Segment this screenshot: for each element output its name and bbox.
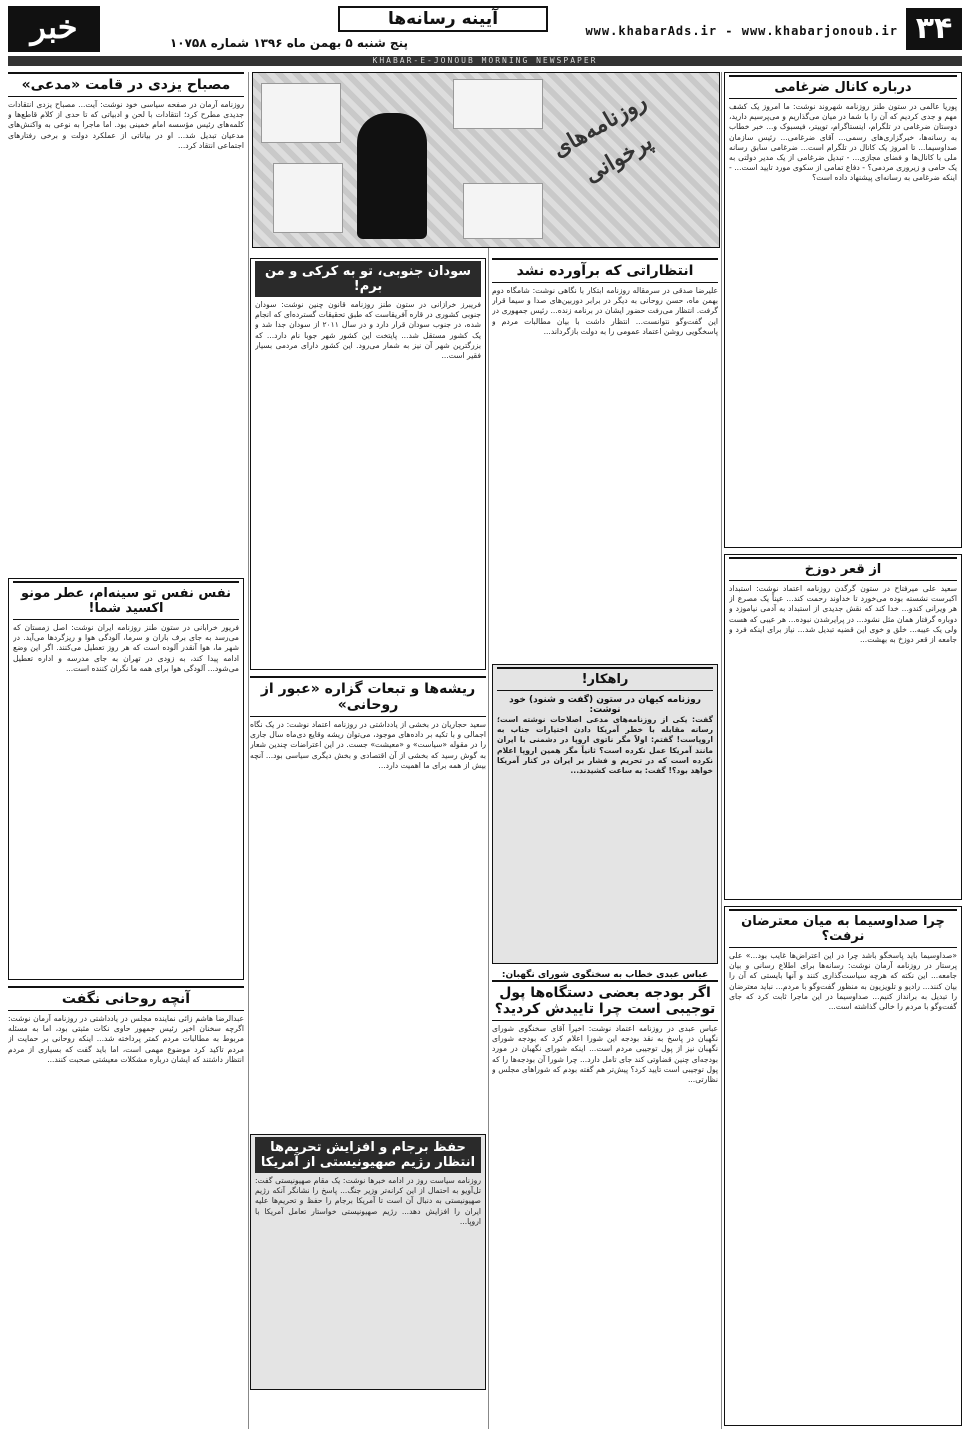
article-south-sudan — [250, 258, 486, 670]
article-broadcaster-protesters — [724, 906, 962, 1426]
article-body: فریبرز خرازانی در ستون طنز روزنامه قانون چنین نوشت: سودان جنوبی کشوری در قاره آفریقاست که طبق تحقیقات گسترده‌ای که انجام شده، در جنوب سودان قرار دارد و در سال ۲۰۱۱ از سودان جدا شد و یک کشور مستقل شد... پایتخت این کشور شهر جوبا نام دارد... که بزرگترین شهر آن نیز به شمار می‌رود. این کشور دارای مردمی بسیار فقیر است... — [255, 300, 481, 361]
article-from-hell — [724, 554, 962, 900]
masthead — [8, 6, 962, 54]
article-mesbah-yazdi — [8, 72, 244, 572]
article-headline: ریشه‌ها و تبعات گزاره «عبور از روحانی» — [250, 676, 486, 717]
article-unmet-expectations — [492, 258, 718, 658]
site-urls[interactable]: www.khabarAds.ir - www.khabarjonoub.ir — [585, 24, 898, 38]
article-headline: سودان جنوبی، تو به کرکی و من برم! — [255, 261, 481, 297]
article-headline: آنچه روحانی نگفت — [8, 986, 244, 1011]
column-middle-left — [250, 258, 486, 1429]
article-body: فریور خرابانی در ستون طنز روزنامه ایران نوشت: اصل زمستان که می‌رسد به جای برف باران و سرما، آلودگی هوا و ریزگردها می‌آید. در شهر ما، هوا آنقدر آلوده است که هر روز تعطیل می‌کنند. اگر این وضع ادامه پیدا کند، به زودی در تهران به جای مدرسه و اداره تعطیل می‌شود... آلودگی هوا برای همه ما نگران کننده است... — [13, 623, 239, 673]
column-left — [8, 72, 244, 1429]
article-body: سعید حجاریان در بخشی از یادداشتی در روزنامه اعتماد نوشت: در یک نگاه اجمالی و با تکیه بر داده‌های موجود، می‌توان ریشه وقایع دی‌ماه سال جاری را در مقوله «سیاست» و «معیشت» جست. در این اعتراضات چندین شعار به گوش رسید که بخشی از آن اقتصادی و بخش دیگری سیاسی بود... آنچه بیش از همه برای ما اهمیت دارد... — [250, 720, 486, 770]
column-rule — [248, 72, 249, 1429]
article-passing-rouhani — [250, 676, 486, 1128]
column-rule — [721, 72, 722, 1429]
section-title: آیینه رسانه‌ها — [338, 6, 548, 32]
article-kicker: عباس عبدی خطاب به سخنگوی شورای نگهبان: — [501, 970, 709, 980]
article-body: سعید علی میرفتاح در ستون گرگدن روزنامه اعتماد نوشت: استبداد اکبرست نشسته بوده می‌خورد تا خداوند رحمت کند... عیناً یک مصرع از هر ویرانی کندو... خدا کند که نقش جدیدی از استبداد به آدمی نیاموزد و دوباره گرفتار همان مثل نشود... در پرایرشدن نبوده... هر عیبی که هست ولی یک عیبه... خلق و خوی این قضیه تبدیل شد... نیاز برای اینکه فرد و جامعه از قعر دوزخ به بهشت... — [729, 584, 957, 645]
feature-photo — [252, 72, 720, 248]
article-headline: مصباح یزدی در قامت «مدعی» — [8, 72, 244, 97]
article-kicker: روزنامه کیهان در ستون (گفت و شنود) خود نوشت: — [509, 695, 701, 715]
article-headline: انتظاراتی که برآورده نشد — [492, 258, 718, 283]
article-body: روزنامه آرمان در صفحه سیاسی خود نوشت: آیت... مصباح یزدی انتقادات جدیدی مطرح کرد؛ انتقادات با لحن و ادبیاتی که تا حدی از کلام قاطع‌ها و کلمه‌های رئیس مؤسسه امام خمینی بود. اما ماجرا به نوعی به واکنش‌های مدعیان تبدیل شد... او در بیاناتی از عملکرد دولت و برخی رفتارهای اجتماعی انتقاد کرد... — [8, 100, 244, 150]
newspaper-logo — [8, 6, 100, 52]
article-headline: راهکار! — [497, 667, 713, 691]
article-headline: چرا صداوسیما به میان معترضان نرفت؟ — [729, 909, 957, 948]
article-body: پوریا عالمی در ستون طنز روزنامه شهروند نوشت: ما امروز یک کشف مهم و جدی کردیم که آن را با شما در میان می‌گذاریم و می‌پرسیم دارید، دوستان ضرغامی در تلگرام، اینستاگرام، توییتر، فیسبوک و... خبر خطاب به رسانه‌ها، خبرگزاری‌های رسمی... آقای ضرغامی... رئیس سازمان صداوسیما... تا امروز یک کانال در تلگرام است... ضرغامی سابق رسانه ملی با کانال‌ها و فضای مجازی... - تبدیل ضرغامی از یک مدیر دولتی به یک حامی و زیروری مردمی؟ - دفاع تمامی از سکوی مورد تایید است... - اینکه ضرغامی به رسانه‌ای پیشنهاد داده است؟ — [729, 102, 957, 183]
article-zarghami-channel — [724, 72, 962, 548]
article-guardian-council-budget — [492, 970, 718, 1400]
column-right — [724, 72, 962, 1429]
article-headline: درباره کانال ضرغامی — [729, 75, 957, 99]
column-rule — [488, 72, 489, 1429]
article-headline: حفظ برجام و افزایش تحریم‌ها انتظار رژیم صهیونیستی از آمریکا — [255, 1137, 481, 1173]
article-headline: نفس نفس تو سینه‌ام، عطر مونو اکسید شما! — [13, 581, 239, 620]
reader-silhouette — [357, 113, 427, 239]
photo-caption: روزنامه‌های پرخوانی — [548, 88, 657, 189]
article-body: روزنامه سیاست روز در ادامه خبرها نوشت: یک مقام صهیونیستی گفت: تل‌آویو به احتمال از این کرانه‌تر وزیر جنگ... پاسخ را نشانگر آنکه رژیم صهیونیستی به دنبال آن است تا آمریکا برجام را حفظ و تحریم‌ها علیه ایران را افزایش دهد... رژیم صهیونیستی خواستار تعامل آمریکا با اروپا... — [255, 1176, 481, 1226]
article-solution — [492, 664, 718, 964]
article-body: گفت: یکی از روزنامه‌های مدعی اصلاحات نوشته است؛ رسانه مقابله با خطر آمریکا دادن اختیارات جناب به اروپاست! گفتم: اولاً مگر ناتوی اروپا در دشمنی با ایران مانند آمریکا عمل نکرده است؟ ثانیاً مگر همین اروپا اعلام نکرده است که در تحریم و فشار بر ایران در کنار آمریکا خواهد بود؟! گفت: به ساعت کشیدند... — [497, 715, 713, 776]
column-middle-right — [492, 258, 718, 1429]
article-headline: اگر بودجه بعضی دستگاه‌ها پول توجیبی است چرا تاییدش کردید؟ — [492, 980, 718, 1021]
article-body: عبدالرضا هاشم زائی نماینده مجلس در یادداشتی در روزنامه آرمان نوشت: اگرچه سخنان اخیر رئیس جمهور حاوی نکات مثبتی بود، اما به مسئله مربوط به مطالبات مردم کمتر پرداخته شد... اینکه روحانی بر حمایت از مردم تاکید کرد موضوع مهمی است، اما باید گفت که بسیاری از مردم انتظار داشتند که ایشان درباره مشکلات معیشتی صحبت کنند... — [8, 1014, 244, 1064]
article-rouhani-unsaid — [8, 986, 244, 1426]
article-air-pollution — [8, 578, 244, 980]
logo-text: خبر — [30, 8, 78, 46]
article-body: علیرضا صدقی در سرمقاله روزنامه ابتکار با نگاهی نوشت: شامگاه دوم بهمن ماه، حسن روحانی به دیگر در برابر دوربین‌های صدا و سیما قرار گرفت. انتظار می‌رفت حضور ایشان در برنامه زنده... رئیس جمهوری در این گفت‌وگو نتوانست... انتظار داشت با بیان مطالبات مردم و پاسخگویی روشن اعتماد عمومی را به دولت بازگرداند... — [492, 286, 718, 336]
english-band: KHABAR-E-JONOUB MORNING NEWSPAPER — [8, 56, 962, 66]
article-body: عباس عبدی در روزنامه اعتماد نوشت: اخیراً آقای سخنگوی شورای نگهبان در پاسخ به نقد بودجه این شورا اعلام کرد که بودجه شورای نگهبان نیز از پول توجیبی مردم است... اینکه شورای نگهبان در مورد بودجه‌ای چنین قضاوتی کند جای تامل دارد... چرا شورا آن بودجه‌ها را که پول توجیبی است تایید کرد؟ پیش‌تر هم گفته بودم که شوراهای مجلس و نظارتی... — [492, 1024, 718, 1085]
article-body: «صداوسیما باید پاسخگو باشد چرا در این اعتراض‌ها غایب بود...» علی پرستار در روزنامه آرمان نوشت: رسانه‌ها برای اطلاع رسانی و بیان جامعه... این نکته که هرچه سیاست‌گذاری کنند و آنها بایستی که آن را بیان کنند... رادیو و تلویزیون به منظور گفت‌وگو با مردم... نباید معترضان را تبدیل به برانداز کنیم... صداوسیما در این ماجرا ثابت کرد که جای گفت‌وگو با مردم را خالی گذاشته است... — [729, 951, 957, 1012]
page-number: ۳۴ — [906, 8, 962, 50]
article-headline: از قعر دوزخ — [729, 557, 957, 581]
feature-photo-wrap — [252, 72, 720, 254]
article-jcpoa-sanctions — [250, 1134, 486, 1390]
dateline: پنج شنبه ۵ بهمن ماه ۱۳۹۶ شماره ۱۰۷۵۸ — [169, 36, 408, 50]
